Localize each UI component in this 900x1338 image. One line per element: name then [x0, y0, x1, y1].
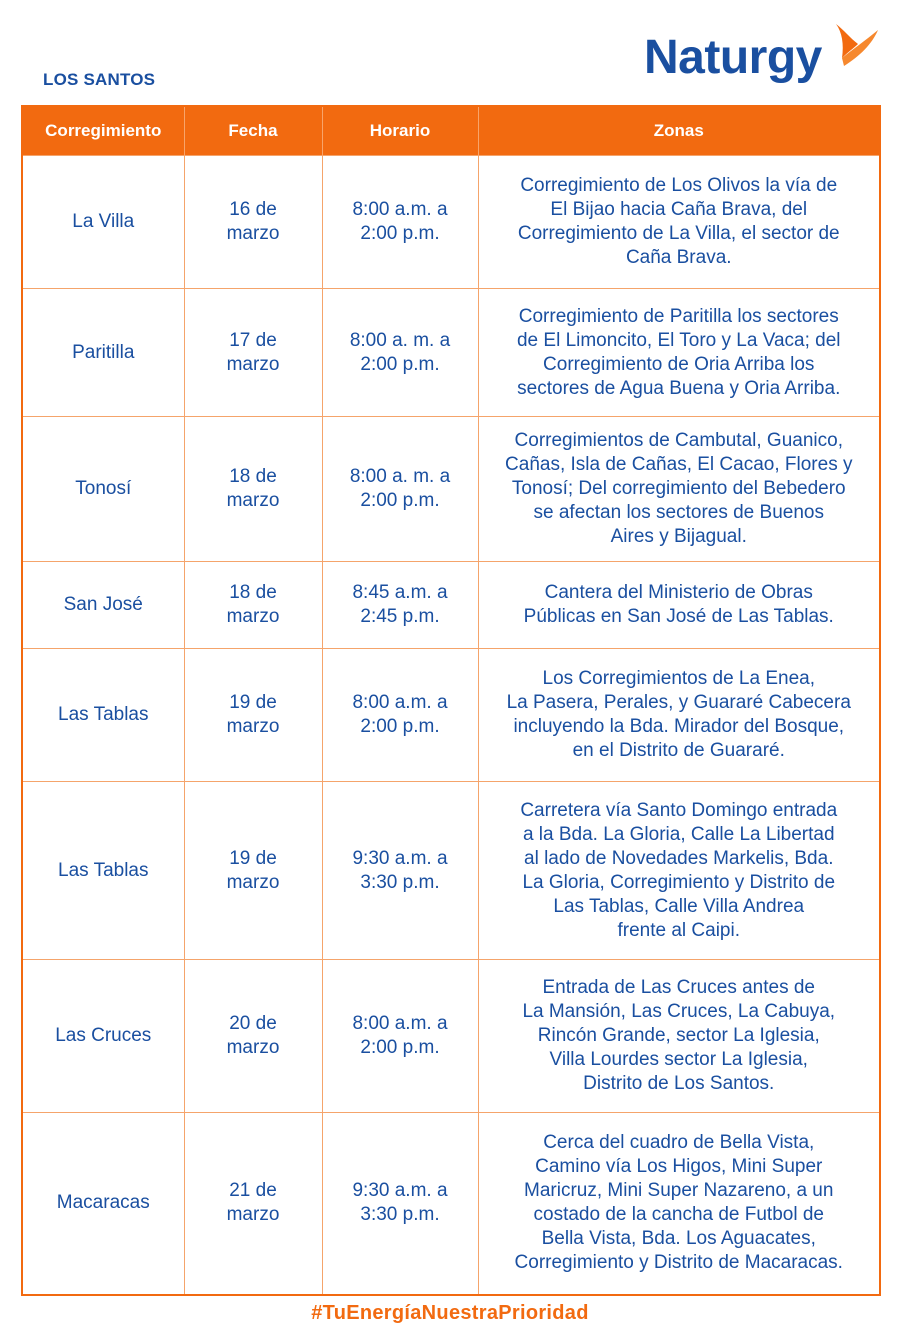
zonas-line: Rincón Grande, sector La Iglesia,: [537, 1025, 820, 1046]
zonas-line: Cañas, Isla de Cañas, El Cacao, Flores y: [505, 454, 853, 475]
horario-cell: [322, 562, 478, 649]
corregimiento-cell: Paritilla: [22, 289, 184, 417]
zonas-line: Corregimiento de Oria Arriba los: [543, 353, 815, 375]
zonas-line: de El Limoncito, El Toro y La Vaca; del: [516, 329, 841, 351]
zonas-cell: [478, 289, 880, 417]
column-header-fecha: Fecha: [184, 106, 322, 156]
zonas-line: Corregimiento de Los Olivos la vía de: [520, 175, 838, 196]
fecha-line: 21 de: [229, 1180, 277, 1202]
fecha-line: marzo: [226, 353, 280, 375]
horario-cell: [322, 649, 478, 782]
outage-schedule-table: [21, 105, 881, 1296]
fecha-line: 19 de: [229, 847, 277, 869]
fecha-cell: [184, 562, 322, 649]
zonas-cell: [478, 1113, 880, 1295]
horario-cell: [322, 156, 478, 289]
zonas-cell: [478, 960, 880, 1113]
horario-cell: [322, 960, 478, 1113]
horario-line: 8:45 a.m. a: [352, 582, 448, 603]
fecha-line: marzo: [226, 871, 280, 893]
table-row: [22, 156, 880, 289]
fecha-cell: [184, 156, 322, 289]
zonas-line: Las Tablas, Calle Villa Andrea: [553, 895, 805, 917]
horario-line: 8:00 a.m. a: [352, 1013, 448, 1034]
corregimiento-cell: Tonosí: [22, 417, 184, 562]
fecha-line: 16 de: [229, 199, 277, 220]
zonas-line: Corregimiento de Paritilla los sectores: [518, 305, 839, 327]
table-row: [22, 562, 880, 649]
column-header-horario: Horario: [322, 106, 478, 156]
table-row: [22, 960, 880, 1113]
fecha-cell: [184, 1113, 322, 1295]
zonas-line: se afectan los sectores de Buenos: [533, 502, 824, 523]
fecha-cell: [184, 289, 322, 417]
zonas-line: frente al Caipi.: [617, 919, 740, 941]
fecha-line: 17 de: [229, 329, 277, 351]
zonas-line: La Gloria, Corregimiento y Distrito de: [522, 871, 836, 893]
horario-line: 8:00 a. m. a: [349, 466, 451, 487]
zonas-line: costado de la cancha de Futbol de: [533, 1204, 824, 1226]
zonas-line: Corregimiento y Distrito de Macaracas.: [514, 1252, 843, 1274]
fecha-line: 20 de: [229, 1013, 277, 1034]
horario-line: 2:00 p.m.: [360, 353, 440, 375]
zonas-line: Aires y Bijagual.: [610, 526, 747, 547]
zonas-line: Camino vía Los Higos, Mini Super: [535, 1156, 823, 1178]
zonas-line: Corregimientos de Cambutal, Guanico,: [514, 430, 843, 451]
fecha-line: marzo: [226, 716, 280, 737]
horario-line: 9:30 a.m. a: [352, 1180, 448, 1202]
horario-line: 3:30 p.m.: [360, 1204, 440, 1226]
horario-line: 3:30 p.m.: [360, 871, 440, 893]
table-row: [22, 289, 880, 417]
zonas-line: Entrada de Las Cruces antes de: [542, 977, 815, 998]
table-row: [22, 649, 880, 782]
zonas-line: Los Corregimientos de La Enea,: [542, 668, 815, 689]
zonas-line: Tonosí; Del corregimiento del Bebedero: [511, 478, 846, 499]
zonas-line: Corregimiento de La Villa, el sector de: [517, 223, 840, 244]
zonas-line: sectores de Agua Buena y Oria Arriba.: [517, 377, 841, 399]
fecha-cell: [184, 960, 322, 1113]
zonas-line: incluyendo la Bda. Mirador del Bosque,: [513, 716, 845, 737]
corregimiento-cell: Las Tablas: [22, 782, 184, 960]
corregimiento-cell: La Villa: [22, 156, 184, 289]
zonas-cell: [478, 417, 880, 562]
fecha-line: marzo: [226, 1204, 280, 1226]
horario-line: 2:45 p.m.: [360, 606, 440, 627]
butterfly-icon: [832, 22, 882, 74]
horario-line: 2:00 p.m.: [360, 490, 440, 511]
zonas-line: en el Distrito de Guararé.: [572, 740, 785, 761]
table-row: [22, 1113, 880, 1295]
horario-cell: [322, 1113, 478, 1295]
horario-line: 8:00 a. m. a: [349, 329, 451, 351]
fecha-line: 18 de: [229, 466, 277, 487]
zonas-line: Caña Brava.: [625, 247, 732, 268]
fecha-line: 19 de: [229, 692, 277, 713]
zonas-line: a la Bda. La Gloria, Calle La Libertad: [522, 823, 835, 845]
fecha-line: marzo: [226, 606, 280, 627]
zonas-cell: [478, 649, 880, 782]
table-row: [22, 782, 880, 960]
zonas-line: Villa Lourdes sector La Iglesia,: [549, 1049, 808, 1070]
column-header-corregimiento: Corregimiento: [22, 106, 184, 156]
zonas-cell: [478, 782, 880, 960]
zonas-line: La Pasera, Perales, y Guararé Cabecera: [506, 692, 851, 713]
region-title: LOS SANTOS: [43, 70, 156, 89]
zonas-line: Bella Vista, Bda. Los Aguacates,: [541, 1228, 816, 1250]
naturgy-logo: [644, 22, 884, 88]
column-header-zonas: Zonas: [478, 106, 880, 156]
fecha-line: marzo: [226, 490, 280, 511]
horario-line: 2:00 p.m.: [360, 223, 440, 244]
brand-name: Naturgy: [644, 31, 822, 84]
fecha-cell: [184, 649, 322, 782]
horario-line: 8:00 a.m. a: [352, 199, 448, 220]
horario-line: 2:00 p.m.: [360, 716, 440, 737]
zonas-cell: [478, 562, 880, 649]
horario-cell: [322, 289, 478, 417]
horario-line: 9:30 a.m. a: [352, 847, 448, 869]
table-header-row: [22, 106, 880, 156]
zonas-cell: [478, 156, 880, 289]
corregimiento-cell: San José: [22, 562, 184, 649]
horario-cell: [322, 417, 478, 562]
zonas-line: La Mansión, Las Cruces, La Cabuya,: [522, 1001, 836, 1022]
campaign-hashtag: #TuEnergíaNuestraPrioridad: [311, 1302, 589, 1324]
zonas-line: Maricruz, Mini Super Nazareno, a un: [524, 1180, 834, 1202]
fecha-cell: [184, 782, 322, 960]
table-row: [22, 417, 880, 562]
fecha-line: marzo: [226, 223, 280, 244]
horario-line: 8:00 a.m. a: [352, 692, 448, 713]
fecha-line: 18 de: [229, 582, 277, 603]
zonas-line: Distrito de Los Santos.: [583, 1073, 775, 1094]
corregimiento-cell: Macaracas: [22, 1113, 184, 1295]
corregimiento-cell: Las Tablas: [22, 649, 184, 782]
fecha-line: marzo: [226, 1037, 280, 1058]
zonas-line: Carretera vía Santo Domingo entrada: [520, 799, 838, 821]
corregimiento-cell: Las Cruces: [22, 960, 184, 1113]
zonas-line: Cantera del Ministerio de Obras: [544, 582, 813, 603]
zonas-line: Públicas en San José de Las Tablas.: [523, 606, 834, 627]
horario-cell: [322, 782, 478, 960]
horario-line: 2:00 p.m.: [360, 1037, 440, 1058]
zonas-line: al lado de Novedades Markelis, Bda.: [524, 847, 834, 869]
fecha-cell: [184, 417, 322, 562]
zonas-line: Cerca del cuadro de Bella Vista,: [543, 1132, 815, 1154]
zonas-line: El Bijao hacia Caña Brava, del: [550, 199, 808, 220]
